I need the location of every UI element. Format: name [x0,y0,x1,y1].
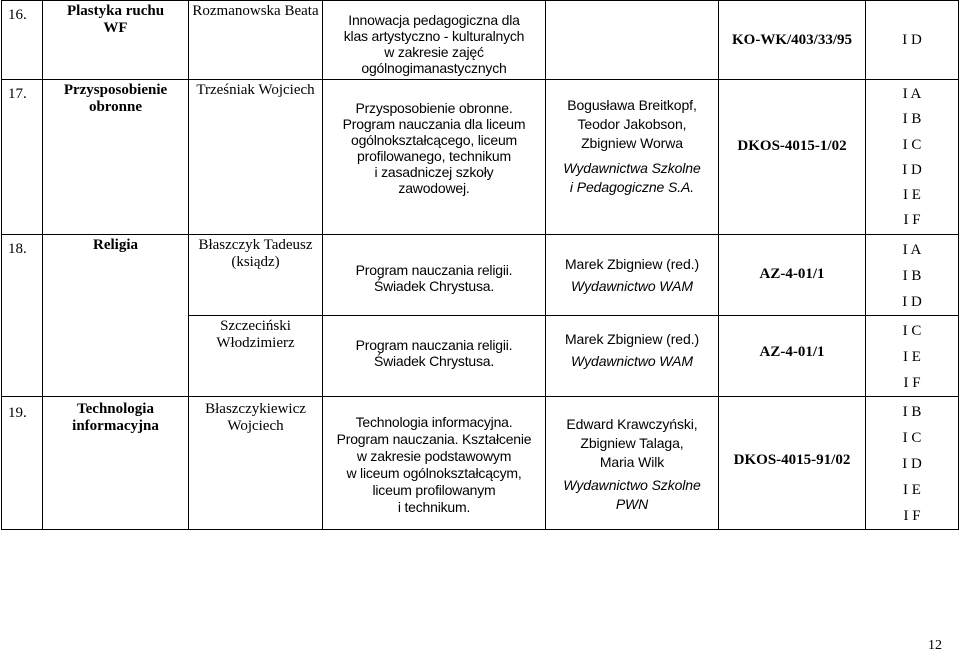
program-cell [323,80,546,235]
table-row [2,396,959,529]
cell-text-line: I C [902,429,922,446]
cell-text-line: w zakresie zajęć [384,44,484,60]
cell-text-line: obronne [88,99,143,115]
page-number: 12 [928,638,942,653]
classes-cell [866,234,959,315]
cell-text-line: klas artystyczno - kulturalnych [343,28,525,44]
cell-text-line: Świadek Chrystusa. [373,352,495,369]
classes-cell [866,80,959,235]
cell-text-line: Marek Zbigniew (red.) [564,255,700,272]
cell-text-line: I D [902,293,922,310]
cell-text-line: Program nauczania. Kształcenie [336,430,532,447]
cell-text-line: Wydawnictwa Szkolne [563,160,701,176]
publisher-cell [546,396,719,529]
subject-cell [43,396,189,529]
approval-code: AZ-4-01/1 [719,315,866,396]
subject-cell [43,234,189,396]
cell-text-line: Maria Wilk [599,453,665,470]
classes-cell [866,1,959,80]
teacher-cell [189,234,323,315]
cell-text-line: WF [103,20,128,36]
cell-text-line: Bogusława Breitkopf, [567,97,697,113]
teacher-cell [189,396,323,529]
cell-text-line: Świadek Chrystusa. [373,277,495,294]
program-cell [323,1,546,80]
cell-text-line: ogólnokształcącego, liceum [350,132,517,148]
cell-text-line: I B [902,111,922,128]
cell-text-line: I A [902,241,922,258]
approval-code: AZ-4-01/1 [719,234,866,315]
approval-code: DKOS-4015-1/02 [719,80,866,235]
cell-text-line: Przysposobienie obronne. [355,100,513,116]
cell-text-line: I A [902,86,922,102]
cell-text-line: i zasadniczej szkoły [374,164,494,180]
cell-text-line: I F [903,374,921,391]
cell-text-line: Wydawnictwo Szkolne [563,476,701,493]
program-cell [323,396,546,529]
cell-text-line: informacyjna [72,417,159,434]
approval-code: DKOS-4015-91/02 [719,396,866,529]
cell-text-line: I C [902,322,922,339]
cell-text-line: Program nauczania dla liceum [342,116,526,132]
cell-text-line: I B [902,267,922,284]
row-number: 16. [2,1,43,80]
subject-cell [43,1,189,80]
cell-text-line: i Pedagogiczne S.A. [569,179,695,195]
cell-text-line: I E [903,481,921,498]
cell-text-line: Błaszczyk Tadeusz [198,236,313,253]
publisher-cell [546,80,719,235]
cell-text-line: Marek Zbigniew (red.) [564,330,700,347]
cell-text-line: Wydawnictwo WAM [571,352,693,369]
curriculum-table [1,0,959,530]
publisher-cell [546,234,719,315]
cell-text-line: Edward Krawczyński, [566,415,698,432]
cell-text-line: w liceum ogólnokształcącym, [346,464,522,481]
cell-text-line: I F [903,507,921,524]
cell-text-line: PWN [615,495,649,512]
cell-text-line: Religia [93,236,138,253]
cell-text-line: ogólnogimanastycznych [361,60,507,76]
teacher-cell: Trześniak Wojciech [189,80,323,235]
row-number: 19. [2,396,43,529]
row-number: 17. [2,80,43,235]
cell-text-line: Włodzimierz [216,334,295,351]
cell-text-line: liceum profilowanym [372,481,496,498]
program-cell [323,315,546,396]
cell-text-line: w zakresie podstawowym [356,447,512,464]
teacher-cell [189,315,323,396]
cell-text-line: I D [902,455,922,472]
row-number: 18. [2,234,43,396]
table-row [2,1,959,80]
cell-text-line: I E [903,348,921,365]
cell-text-line: Technologia [77,400,154,417]
cell-text-line: i technikum. [397,498,471,515]
cell-text-line: Zbigniew Worwa [581,135,683,151]
cell-text-line: profilowanego, technikum [357,148,511,164]
cell-text-line: Technologia informacyjna. [355,413,513,430]
cell-text-line: Szczeciński [220,317,291,334]
program-cell [323,234,546,315]
table-row [2,80,959,235]
cell-text-line: I C [902,136,922,153]
publisher-cell [546,1,719,80]
cell-text-line: Zbigniew Talaga, [580,434,684,451]
cell-text-line: I B [902,403,922,420]
cell-text-line: Błaszczykiewicz [205,400,306,417]
classes-cell [866,315,959,396]
subject-cell [43,80,189,235]
cell-text-line: (ksiądz) [231,253,280,270]
approval-code: KO-WK/403/33/95 [719,1,866,80]
cell-text-line: Plastyka ruchu [66,3,165,19]
cell-text-line: Wydawnictwo WAM [571,277,693,294]
classes-cell [866,396,959,529]
cell-text-line: I D [902,161,922,178]
table-row [2,234,959,315]
cell-text-line: Wojciech [227,417,284,434]
cell-text-line: I E [903,187,921,204]
cell-text-line: Innowacja pedagogiczna dla [348,12,520,28]
cell-text-line: Program nauczania religii. [355,336,513,353]
cell-text-line: I F [903,212,921,229]
cell-text-line: Przysposobienie [63,82,168,98]
cell-text-line: zawodowej. [398,180,470,196]
teacher-cell: Rozmanowska Beata [189,1,323,80]
cell-text-line: I D [902,32,922,48]
cell-text-line: Program nauczania religii. [355,261,513,278]
cell-text-line: Teodor Jakobson, [577,116,687,132]
publisher-cell [546,315,719,396]
